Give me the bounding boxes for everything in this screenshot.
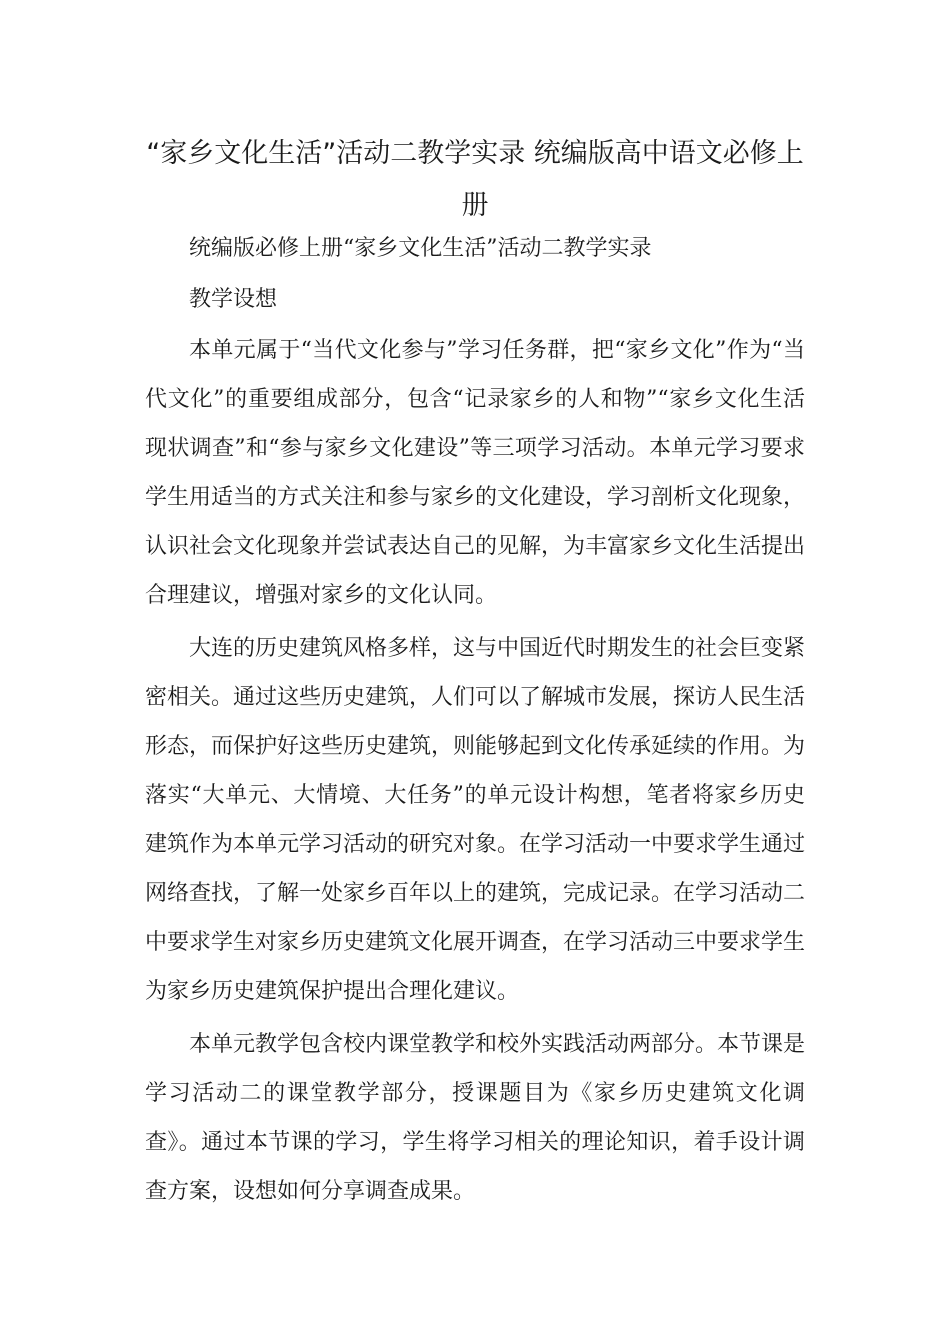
document-body [145,224,805,1216]
paragraph: 本单元教学包含校内课堂教学和校外实践活动两部分。本节课是学习活动二的课堂教学部分，授课题目为《家乡历史建筑文化调查》。通过本节课的学习，学生将学习相关的理论知识，着手设计调查方案，设想如何分享调查成果。 [145,1032,806,1204]
document-subtitle: 统编版必修上册“家乡文化生活”活动二教学实录 [189,236,652,261]
document-title: “家乡文化生活”活动二教学实录 统编版高中语文必修上册 [146,138,804,221]
section-heading: 教学设想 [189,287,278,312]
paragraph: 本单元属于“当代文化参与”学习任务群，把“家乡文化”作为“当代文化”的重要组成部分，包含“记录家乡的人和物”“家乡文化生活现状调查”和“参与家乡文化建设”等三项学习活动。本单元学习要求学生用适当的方式关注和参与家乡的文化建设，学习剖析文化现象，认识社会文化现象并尝试表达自己的见解，为丰富家乡文化生活提出合理建议，增强对家乡的文化认同。 [145,338,806,608]
paragraph: 大连的历史建筑风格多样，这与中国近代时期发生的社会巨变紧密相关。通过这些历史建筑，人们可以了解城市发展，探访人民生活形态，而保护好这些历史建筑，则能够起到文化传承延续的作用。为落实“大单元、大情境、大任务”的单元设计构想，笔者将家乡历史建筑作为本单元学习活动的研究对象。在学习活动一中要求学生通过网络查找，了解一处家乡百年以上的建筑，完成记录。在学习活动二中要求学生对家乡历史建筑文化展开调查，在学习活动三中要求学生为家乡历史建筑保护提出合理化建议。 [145,636,806,1004]
